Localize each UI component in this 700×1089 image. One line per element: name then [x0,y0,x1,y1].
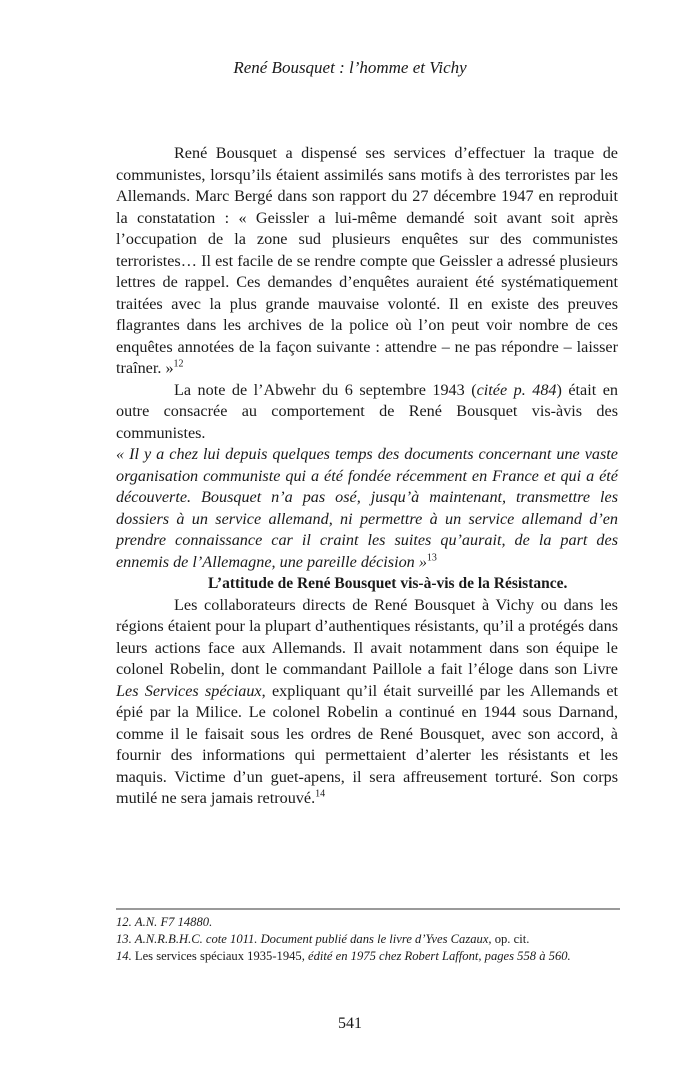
footnote-number: 13. [116,932,132,946]
footnote-number: 12. [116,915,132,929]
footnote-14 [116,948,636,965]
paragraph-1-text: René Bousquet a dispensé ses services d’effectuer la traque de communistes, lorsqu’ils étaient assimilés sans motifs à des terroristes par les Allemands. Marc Bergé dans son rapport du 27 décembre 1947 en reproduit la constatation : « Geissler a lui-même demandé soit avant soit après l’occupation de la zone sud plusieurs enquêtes sur des communistes terroristes… Il est facile de se rendre compte que Geissler a adressé plusieurs lettres de rappel. Ces demandes d’enquêtes auraient été systématiquement traitées avec la plus grande mauvaise volonté. Il en existe des preuves flagrantes dans les archives de la police où l’on peut voir nombre de ces enquêtes annotées de la façon suivante : attendre – ne pas répondre – laisser traîner. » [116,144,618,377]
footnote-text: A.N. F7 14880. [134,915,213,929]
book-title: Les Services spéciaux [116,681,262,700]
footnote-13 [116,931,636,948]
paragraph-3-text-a: Les collaborateurs directs de René Bousquet à Vichy ou dans les régions étaient pour la plupart d’authentiques résistants, qu’il a protégés dans leurs actions face aux Allemands. Il avait notamment dans son équipe le colonel Robelin, dont le commandant Paillole a fait l’éloge dans son Livre [116,595,618,678]
paragraph-2-text-a: La note de l’Abwehr du 6 septembre 1943 ( [174,380,477,399]
paragraph-3 [116,595,618,810]
citation-ref: citée p. 484 [476,380,557,399]
footnote-12 [116,914,636,931]
footnote-separator [116,908,620,910]
section-heading: L’attitude de René Bousquet vis-à-vis de la Résistance. [208,575,568,592]
paragraph-1 [116,143,618,380]
footnote-text-roman: Les services spéciaux 1935-1945, [131,949,305,963]
abwehr-quote [116,444,618,573]
footnote-text: A.N.R.B.H.C. cote 1011. Document publié dans le livre d’Yves Cazaux, [134,932,492,946]
footnote-text: édité en 1975 chez Robert Laffont, pages 558 à 560. [304,949,571,963]
footnote-ref-13[interactable]: 13 [426,552,437,564]
paragraph-2 [116,380,618,445]
footnote-ref-12[interactable]: 12 [173,358,184,370]
footnote-text-roman: op. cit. [491,932,530,946]
footnotes [116,914,636,965]
abwehr-quote-text: « Il y a chez lui depuis quelques temps des documents concernant une vaste organisation communiste qui a été fondée récemment en France et qui a été découverte. Bousquet n’a pas osé, jusqu’à maintenant, transmettre les dossiers à un service allemand, ni permettre à un service allemand d’en prendre connaissance car il craint les suites qu’aurait, de la part des ennemis de l’Allemagne, une pareille décision » [116,445,618,571]
footnote-ref-14[interactable]: 14 [315,788,326,800]
page-number: 541 [338,1015,362,1032]
paragraph-3-text-b: , expliquant qu’il était surveillé par les Allemands et épié par la Milice. Le colonel Robelin a continué en 1944 sous Darnand, comme il le faisait sous les ordres de René Bousquet, avec son accord, à fournir des informations qui permettaient d’alerter les résistants et les maquis. Victime d’un guet-apens, il sera affreusement torturé. Son corps mutilé ne sera jamais retrouvé. [116,681,618,807]
paragraph-2-text-b: ) était en outre consacrée au comportement de René Bousquet vis-àvis des communistes. [116,380,618,442]
footnote-number: 14. [116,949,132,963]
body-text [116,143,618,810]
running-head: René Bousquet : l’homme et Vichy [233,58,467,77]
